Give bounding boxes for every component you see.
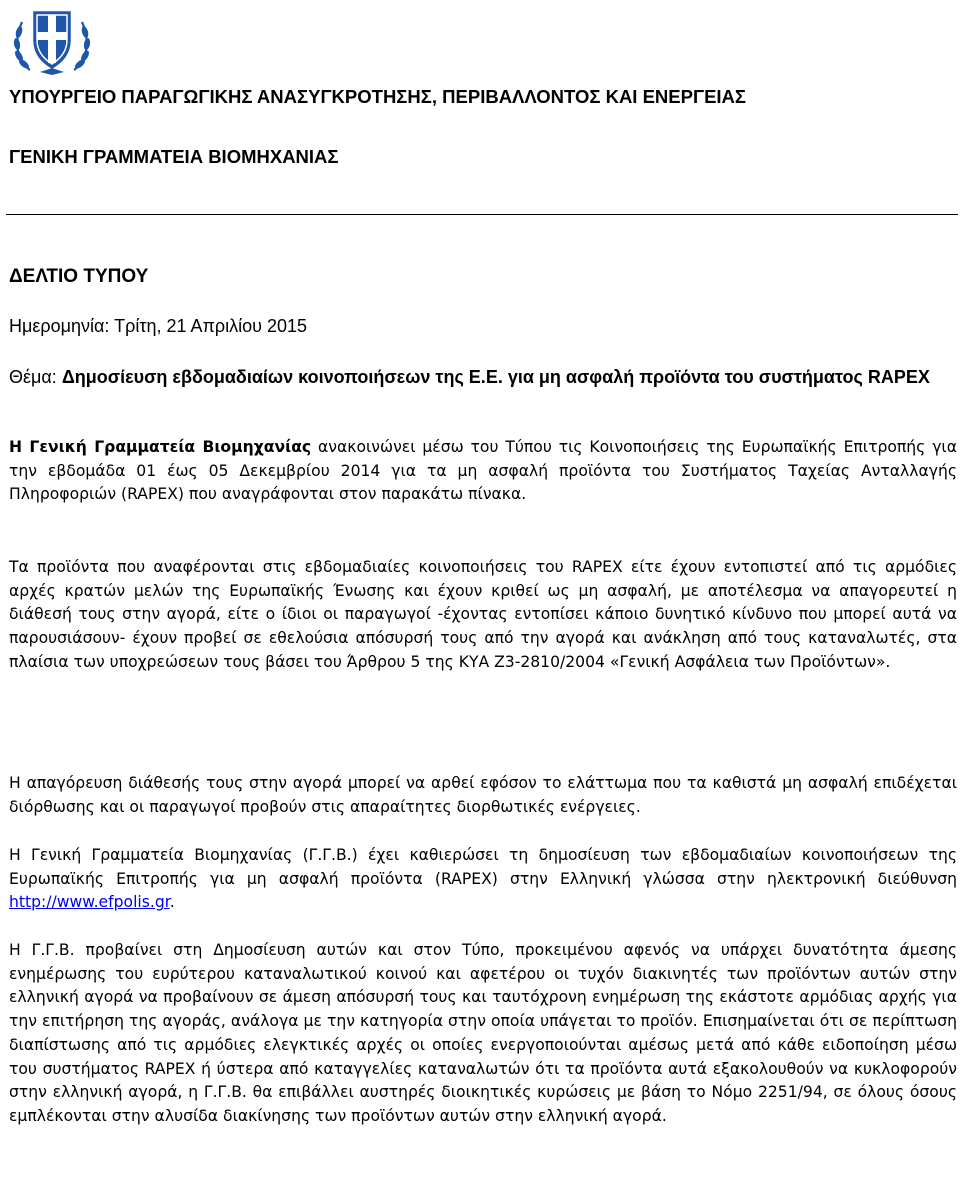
paragraph-ban-lift: Η απαγόρευση διάθεσής τους στην αγορά μπορεί να αρθεί εφόσον το ελάττωμα που τα καθιστά μη ασφαλή επιδέχεται διόρθωσης και οι παραγωγοί προβούν στις απαραίτητες διορθωτικές ενέργειες.: [9, 774, 957, 816]
ministry-name: ΥΠΟΥΡΓΕΙΟ ΠΑΡΑΓΩΓΙΚΗΣ ΑΝΑΣΥΓΚΡΟΤΗΣΗΣ, ΠΕΡΙΒΑΛΛΟΝΤΟΣ ΚΑΙ ΕΝΕΡΓΕΙΑΣ: [9, 86, 747, 107]
paragraph-publication-end: .: [169, 893, 175, 912]
general-secretariat-name: ΓΕΝΙΚΗ ΓΡΑΜΜΑΤΕΙΑ ΒΙΟΜΗΧΑΝΙΑΣ: [9, 146, 339, 167]
paragraph-announcement: [9, 436, 957, 507]
subject-line: [9, 364, 957, 390]
date-label: Ημερομηνία:: [9, 316, 110, 336]
release-date: [9, 316, 307, 337]
date-value: Τρίτη, 21 Απριλίου 2015: [114, 316, 308, 336]
press-release-title: ΔΕΛΤΙΟ ΤΥΠΟΥ: [9, 266, 149, 287]
efpolis-link[interactable]: http://www.efpolis.gr: [9, 893, 170, 912]
paragraph-publication: [9, 844, 957, 915]
paragraph-publication-text: Η Γενική Γραμματεία Βιομηχανίας (Γ.Γ.Β.) έχει καθιερώσει τη δημοσίευση των εβδομαδιαίων κοινοποιήσεων της Ευρωπαϊκής Επιτροπής για μη ασφαλή προϊόντα (RAPEX) στην Ελληνική γλώσσα στην ηλεκτρονική διεύθυνση: [9, 846, 957, 888]
paragraph-products: Τα προϊόντα που αναφέρονται στις εβδομαδιαίες κοινοποιήσεις του RAPEX είτε έχουν εντοπιστεί από τις αρμόδιες αρχές κρατών μελών της Ευρωπαϊκής Ένωσης και έχουν κριθεί ως μη ασφαλή, με αποτέλεσμα να απαγορευτεί η διάθεσή τους στην αγορά, είτε ο ίδιοι οι παραγωγοί -έχοντας εντοπίσει κάποιο δυνητικό κίνδυνο που μπορεί αυτά να παρουσιάσουν- έχουν προβεί σε εθελούσια απόσυρσή τους από την αγορά και ανάκληση από τους καταναλωτές, στα πλαίσια των υποχρεώσεων τους βάσει του Άρθρου 5 της ΚΥΑ Ζ3-2810/2004 «Γενική Ασφάλεια των Προϊόντων».: [9, 558, 957, 671]
subject-text: Δημοσίευση εβδομαδιαίων κοινοποιήσεων της Ε.Ε. για μη ασφαλή προϊόντα του συστήματος RAPEX: [61, 367, 930, 387]
subject-label: Θέμα:: [9, 367, 57, 387]
paragraph-announcement-lead: Η Γενική Γραμματεία Βιομηχανίας: [9, 438, 312, 456]
header-divider: [6, 214, 958, 215]
paragraph-announcement-text: ανακοινώνει μέσω του Τύπου τις Κοινοποιήσεις της Ευρωπαϊκής Επιτροπής για την εβδομάδα 01 έως 05 Δεκεμβρίου 2014 για τα μη ασφαλή προϊόντα του Συστήματος Ταχείας Ανταλλαγής Πληροφοριών (RAPEX) που αναγράφονται στον παρακάτω πίνακα.: [9, 438, 957, 504]
paragraph-enforcement: Η Γ.Γ.Β. προβαίνει στη Δημοσίευση αυτών και στον Τύπο, προκειμένου αφενός να υπάρχει δυνατότητα άμεσης ενημέρωσης του ευρύτερου καταναλωτικού κοινού και αφετέρου οι τυχόν διακινητές των προϊόντων αυτών στην ελληνική αγορά να προβαίνουν σε άμεση απόσυρσή τους και ταυτόχρονη ενημέρωση της εκάστοτε αρμόδιας αρχής για την επιτήρηση της αγοράς, ανάλογα με την κατηγορία στην οποία υπάγεται το προϊόν. Επισημαίνεται ότι σε περίπτωση διαπίστωσης από τις αρμόδιες ελεγκτικές αρχές οι οποίες ενεργοποιούνται αμέσως μετά από κάθε ειδοποίηση μέσω του συστήματος RAPEX ή ύστερα από καταγγελίες καταναλωτών ότι τα προϊόντα αυτά εξακολουθούν να κυκλοφορούν στην ελληνική αγορά, η Γ.Γ.Β. θα επιβάλλει αυστηρές διοικητικές κυρώσεις με βάση το Νόμο 2251/94, σε όλους όσους εμπλέκονται στην αλυσίδα διακίνησης των προϊόντων αυτών στην ελληνική αγορά.: [9, 941, 957, 1125]
greek-coat-of-arms-icon: [10, 4, 94, 76]
